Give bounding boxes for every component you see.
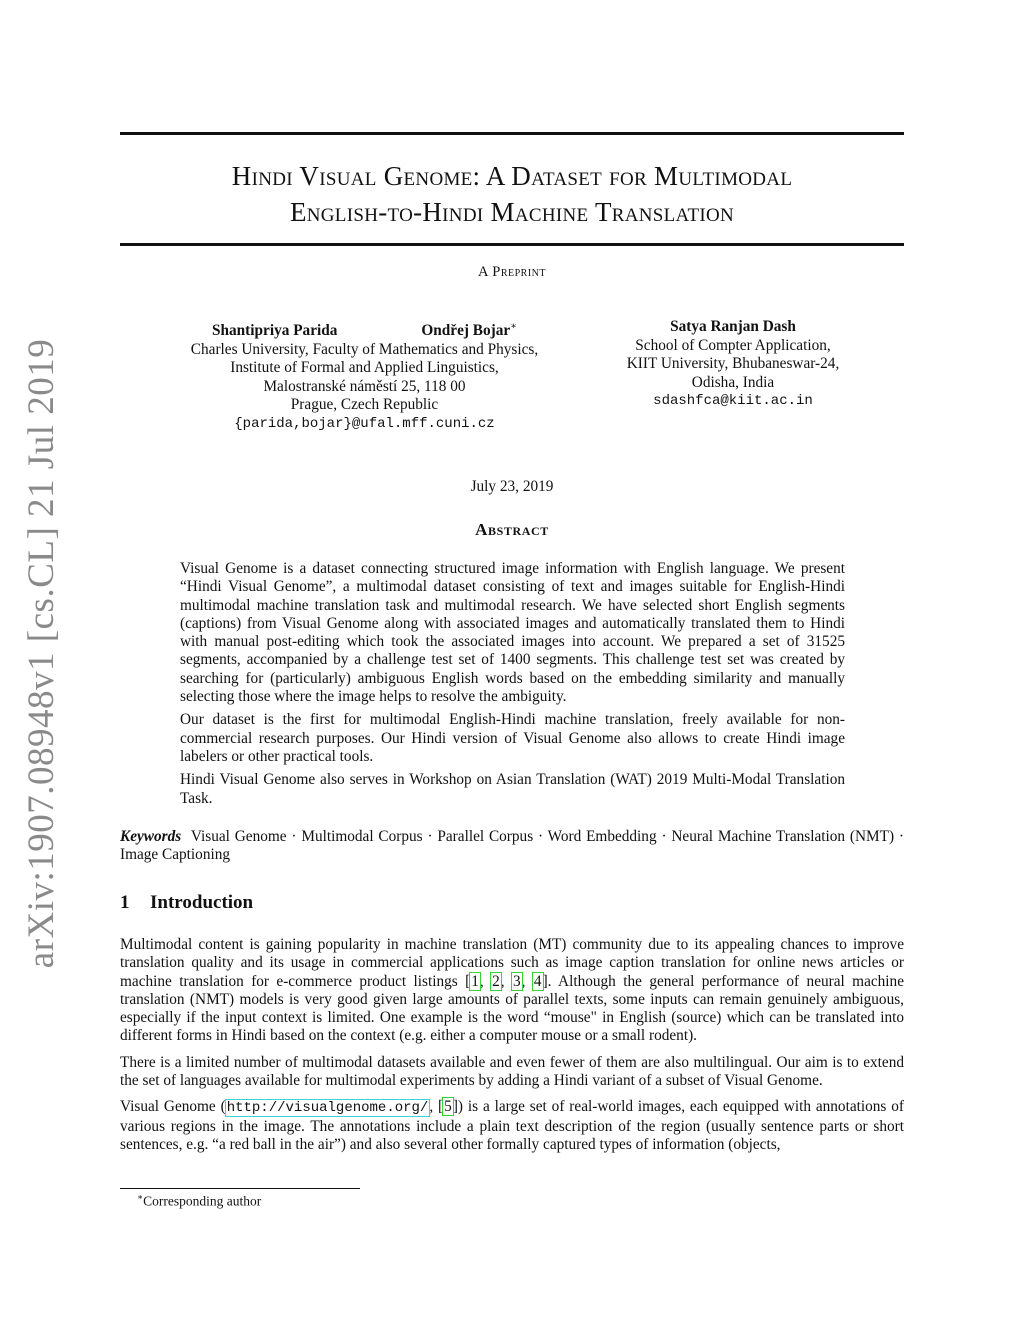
title-top-rule: [120, 132, 904, 135]
affiliation-line: Malostranské náměstí 25, 118 00: [263, 377, 466, 395]
body-paragraph: Multimodal content is gaining popularity in machine translation (MT) community due to its appealing chances to improve translation quality and its usage in commercial applications such as image caption translation for online news articles or machine translation for e-commerce product listings [1, 2, 3, 4]. Although the general performance of neural machine translation (NMT) models is very good given large amounts of parallel texts, some inputs can remain genuinely ambiguous, especially if the input context is limited. One example is the word “mouse" in English (source) which can be translated into different forms in Hindi based on the context (e.g. either a computer mouse or a small rodent).: [120, 936, 904, 1045]
url-link[interactable]: http://visualgenome.org/: [226, 1100, 429, 1117]
title-bottom-rule: [120, 243, 904, 246]
abstract-paragraph: Hindi Visual Genome also serves in Workshop on Asian Translation (WAT) 2019 Multi-Modal Translation Task.: [180, 771, 845, 807]
abstract-heading: Abstract: [475, 520, 549, 539]
citation-link[interactable]: 3: [513, 972, 521, 990]
citation-link[interactable]: 1: [471, 972, 479, 990]
title-line-2: English-to-Hindi Machine Translation: [289, 197, 735, 227]
footnote-mark: ∗: [137, 1192, 144, 1202]
section-number: 1: [120, 892, 130, 913]
arxiv-identifier: arXiv:1907.08948v1 [cs.CL] 21 Jul 2019: [21, 338, 63, 968]
body-paragraph: Visual Genome (http://visualgenome.org/, [5]) is a large set of real-world images, each equipped with annotations of various regions in the image. The annotations include a plain text description of the region (usually sentence parts or short sentences, e.g. “a red ball in the air”) and also several other formally captured types of information (objects,: [120, 1098, 904, 1153]
affiliation-line: Odisha, India: [691, 373, 775, 391]
author-email-right[interactable]: sdashfca@kiit.ac.in: [653, 393, 813, 409]
footnote-text: Corresponding author: [143, 1193, 262, 1209]
section-body: [120, 936, 904, 1162]
abstract: [180, 560, 845, 813]
section-heading: [120, 892, 253, 914]
authors-left: [162, 318, 567, 433]
arxiv-sidebar: [20, 338, 64, 968]
footnote-rule: [120, 1188, 360, 1189]
body-paragraph: There is a limited number of multimodal datasets available and even fewer of them are also multilingual. Our aim is to extend the set of languages available for multimodal experiments by adding a Hindi variant of a subset of Visual Genome.: [120, 1053, 904, 1090]
corresponding-mark: ∗: [510, 321, 517, 332]
keywords: [120, 828, 904, 865]
title-line-1: Hindi Visual Genome: A Dataset for Multimodal: [231, 161, 793, 191]
keywords-label: Keywords: [120, 828, 182, 845]
abstract-paragraph: Visual Genome is a dataset connecting structured image information with English language. We present “Hindi Visual Genome”, a multimodal dataset consisting of text and images suitable for English-Hindi multimodal machine translation task and multimodal research. We have selected short English segments (captions) from Visual Genome along with associated images and automatically translated them to Hindi with manual post-editing which took the associated images into account. We prepared a set of 31525 segments, accompanied by a challenge test set of 1400 segments. This challenge test set was created by searching for (particularly) ambiguous English words based on the embedding similarity and manually selecting those where the image helps to resolve the ambiguity.: [180, 560, 845, 706]
preprint-label: A Preprint: [477, 264, 547, 280]
citation-link[interactable]: 4: [533, 972, 542, 990]
affiliation-line: Prague, Czech Republic: [290, 396, 439, 414]
affiliation-line: School of Compter Application,: [635, 336, 831, 354]
citation-link[interactable]: 5: [444, 1098, 452, 1116]
affiliation-line: Institute of Formal and Applied Linguistics,: [230, 359, 499, 377]
author-name-bojar: Ondřej Bojar∗: [421, 321, 517, 340]
affiliation-line: KIIT University, Bhubaneswar-24,: [626, 355, 840, 372]
abstract-paragraph: Our dataset is the first for multimodal English-Hindi machine translation, freely available for non-commercial research purposes. Our Hindi version of Visual Genome also allows to create Hindi image labelers or other practical tools.: [180, 711, 845, 765]
keywords-text: Visual Genome · Multimodal Corpus · Parallel Corpus · Word Embedding · Neural Machine Translation (NMT) · Image Captioning: [120, 828, 904, 864]
paper-date: July 23, 2019: [470, 478, 554, 495]
section-title: Introduction: [150, 892, 254, 913]
affiliation-line: Charles University, Faculty of Mathematics and Physics,: [190, 340, 539, 358]
author-name-dash: Satya Ranjan Dash: [670, 318, 796, 335]
author-name-parida: Shantipriya Parida: [212, 322, 338, 340]
paper-title: [120, 158, 904, 230]
author-email-left[interactable]: {parida,bojar}@ufal.mff.cuni.cz: [234, 415, 495, 432]
citation-link[interactable]: 2: [492, 972, 500, 990]
authors-right: [603, 318, 863, 411]
footnote: [137, 1192, 261, 1210]
